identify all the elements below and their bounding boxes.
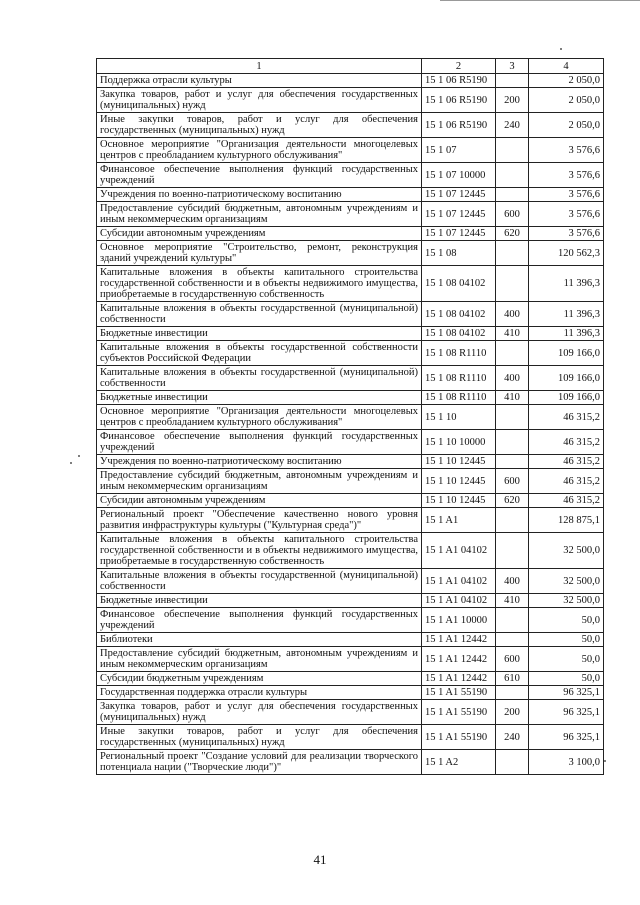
row-expense-type-cell: 620 bbox=[496, 227, 529, 241]
row-code-cell: 15 1 A1 12442 bbox=[422, 672, 496, 686]
scan-speck bbox=[560, 48, 562, 50]
row-name-cell: Закупка товаров, работ и услуг для обеспечения государственных (муниципальных) нужд bbox=[97, 88, 422, 113]
table-row bbox=[97, 391, 604, 405]
row-name-cell: Поддержка отрасли культуры bbox=[97, 74, 422, 88]
row-name-cell: Закупка товаров, работ и услуг для обеспечения государственных (муниципальных) нужд bbox=[97, 700, 422, 725]
row-name-cell: Капитальные вложения в объекты государственной (муниципальной) собственности bbox=[97, 569, 422, 594]
row-sum-cell: 3 576,6 bbox=[529, 227, 604, 241]
table-row bbox=[97, 266, 604, 302]
table-row bbox=[97, 469, 604, 494]
row-code-cell: 15 1 08 R1110 bbox=[422, 341, 496, 366]
row-sum-cell: 128 875,1 bbox=[529, 508, 604, 533]
table-row bbox=[97, 163, 604, 188]
row-sum-cell: 32 500,0 bbox=[529, 594, 604, 608]
row-code-cell: 15 1 06 R5190 bbox=[422, 113, 496, 138]
row-code-cell: 15 1 A1 55190 bbox=[422, 700, 496, 725]
row-expense-type-cell: 610 bbox=[496, 672, 529, 686]
row-sum-cell: 32 500,0 bbox=[529, 533, 604, 569]
row-sum-cell: 50,0 bbox=[529, 633, 604, 647]
budget-table bbox=[96, 58, 604, 775]
column-header-code: 2 bbox=[422, 59, 496, 74]
row-expense-type-cell bbox=[496, 163, 529, 188]
row-name-cell: Финансовое обеспечение выполнения функций государственных учреждений bbox=[97, 430, 422, 455]
row-name-cell: Субсидии автономным учреждениям bbox=[97, 227, 422, 241]
row-name-cell: Капитальные вложения в объекты государственной (муниципальной) собственности bbox=[97, 302, 422, 327]
table-row bbox=[97, 700, 604, 725]
table-row bbox=[97, 113, 604, 138]
row-expense-type-cell: 400 bbox=[496, 569, 529, 594]
row-code-cell: 15 1 07 bbox=[422, 138, 496, 163]
row-code-cell: 15 1 10 bbox=[422, 405, 496, 430]
table-row bbox=[97, 302, 604, 327]
table-row bbox=[97, 366, 604, 391]
table-row bbox=[97, 686, 604, 700]
row-name-cell: Основное мероприятие "Строительство, ремонт, реконструкция зданий учреждений культуры" bbox=[97, 241, 422, 266]
row-name-cell: Учреждения по военно-патриотическому воспитанию bbox=[97, 188, 422, 202]
row-name-cell: Основное мероприятие "Организация деятельности многоцелевых центров с преобладанием культурного обслуживания" bbox=[97, 138, 422, 163]
table-row bbox=[97, 750, 604, 775]
row-code-cell: 15 1 08 04102 bbox=[422, 327, 496, 341]
row-sum-cell: 2 050,0 bbox=[529, 113, 604, 138]
row-code-cell: 15 1 07 12445 bbox=[422, 227, 496, 241]
row-name-cell: Библиотеки bbox=[97, 633, 422, 647]
row-code-cell: 15 1 07 10000 bbox=[422, 163, 496, 188]
row-expense-type-cell bbox=[496, 341, 529, 366]
row-sum-cell: 50,0 bbox=[529, 647, 604, 672]
row-code-cell: 15 1 A1 10000 bbox=[422, 608, 496, 633]
row-expense-type-cell bbox=[496, 608, 529, 633]
table-row bbox=[97, 508, 604, 533]
row-expense-type-cell: 240 bbox=[496, 725, 529, 750]
row-sum-cell: 46 315,2 bbox=[529, 494, 604, 508]
row-code-cell: 15 1 08 04102 bbox=[422, 266, 496, 302]
table-row bbox=[97, 647, 604, 672]
row-name-cell: Субсидии бюджетным учреждениям bbox=[97, 672, 422, 686]
table-row bbox=[97, 74, 604, 88]
row-name-cell: Региональный проект "Обеспечение качественно нового уровня развития инфраструктуры культуры ("Культурная среда")" bbox=[97, 508, 422, 533]
row-code-cell: 15 1 06 R5190 bbox=[422, 88, 496, 113]
row-expense-type-cell bbox=[496, 633, 529, 647]
row-code-cell: 15 1 08 R1110 bbox=[422, 366, 496, 391]
row-name-cell: Финансовое обеспечение выполнения функций государственных учреждений bbox=[97, 608, 422, 633]
table-row bbox=[97, 188, 604, 202]
row-expense-type-cell bbox=[496, 188, 529, 202]
table-row bbox=[97, 405, 604, 430]
row-sum-cell: 11 396,3 bbox=[529, 302, 604, 327]
row-expense-type-cell bbox=[496, 430, 529, 455]
table-row bbox=[97, 594, 604, 608]
table-row bbox=[97, 672, 604, 686]
row-name-cell: Капитальные вложения в объекты капитального строительства государственной собственности и в объекты недвижимого имущества, приобретаемые в государственную собственность bbox=[97, 533, 422, 569]
row-code-cell: 15 1 07 12445 bbox=[422, 202, 496, 227]
row-sum-cell: 50,0 bbox=[529, 608, 604, 633]
row-sum-cell: 3 576,6 bbox=[529, 163, 604, 188]
row-expense-type-cell bbox=[496, 241, 529, 266]
row-expense-type-cell bbox=[496, 405, 529, 430]
row-sum-cell: 3 576,6 bbox=[529, 138, 604, 163]
row-name-cell: Иные закупки товаров, работ и услуг для обеспечения государственных (муниципальных) нужд bbox=[97, 725, 422, 750]
row-sum-cell: 11 396,3 bbox=[529, 266, 604, 302]
row-code-cell: 15 1 07 12445 bbox=[422, 188, 496, 202]
row-name-cell: Предоставление субсидий бюджетным, автономным учреждениям и иным некоммерческим организациям bbox=[97, 469, 422, 494]
row-expense-type-cell bbox=[496, 750, 529, 775]
row-code-cell: 15 1 A2 bbox=[422, 750, 496, 775]
row-code-cell: 15 1 A1 04102 bbox=[422, 594, 496, 608]
row-expense-type-cell: 600 bbox=[496, 202, 529, 227]
row-sum-cell: 32 500,0 bbox=[529, 569, 604, 594]
row-expense-type-cell: 410 bbox=[496, 327, 529, 341]
column-header-sum: 4 bbox=[529, 59, 604, 74]
row-sum-cell: 11 396,3 bbox=[529, 327, 604, 341]
row-name-cell: Предоставление субсидий бюджетным, автономным учреждениям и иным некоммерческим организациям bbox=[97, 647, 422, 672]
row-code-cell: 15 1 08 R1110 bbox=[422, 391, 496, 405]
row-code-cell: 15 1 A1 04102 bbox=[422, 569, 496, 594]
table-row bbox=[97, 533, 604, 569]
row-sum-cell: 50,0 bbox=[529, 672, 604, 686]
table-header-row bbox=[97, 59, 604, 74]
row-name-cell: Бюджетные инвестиции bbox=[97, 391, 422, 405]
row-expense-type-cell: 400 bbox=[496, 366, 529, 391]
row-sum-cell: 109 166,0 bbox=[529, 391, 604, 405]
scan-speck bbox=[78, 455, 80, 457]
row-name-cell: Капитальные вложения в объекты государственной (муниципальной) собственности bbox=[97, 366, 422, 391]
row-expense-type-cell: 200 bbox=[496, 700, 529, 725]
row-sum-cell: 46 315,2 bbox=[529, 430, 604, 455]
row-sum-cell: 96 325,1 bbox=[529, 686, 604, 700]
row-name-cell: Региональный проект "Создание условий для реализации творческого потенциала нации ("Творческие люди")" bbox=[97, 750, 422, 775]
table-row bbox=[97, 608, 604, 633]
row-expense-type-cell: 410 bbox=[496, 594, 529, 608]
row-sum-cell: 120 562,3 bbox=[529, 241, 604, 266]
row-code-cell: 15 1 08 bbox=[422, 241, 496, 266]
row-expense-type-cell bbox=[496, 508, 529, 533]
row-name-cell: Бюджетные инвестиции bbox=[97, 327, 422, 341]
row-expense-type-cell: 240 bbox=[496, 113, 529, 138]
row-name-cell: Учреждения по военно-патриотическому воспитанию bbox=[97, 455, 422, 469]
row-expense-type-cell bbox=[496, 74, 529, 88]
table-row bbox=[97, 327, 604, 341]
row-sum-cell: 2 050,0 bbox=[529, 88, 604, 113]
column-header-name: 1 bbox=[97, 59, 422, 74]
row-sum-cell: 3 100,0 bbox=[529, 750, 604, 775]
row-code-cell: 15 1 10 12445 bbox=[422, 469, 496, 494]
scan-speck bbox=[604, 760, 606, 762]
row-code-cell: 15 1 10 12445 bbox=[422, 455, 496, 469]
scan-edge-line bbox=[440, 0, 640, 1]
table-row bbox=[97, 633, 604, 647]
row-expense-type-cell: 600 bbox=[496, 647, 529, 672]
table-row bbox=[97, 138, 604, 163]
table-row bbox=[97, 569, 604, 594]
table-body bbox=[97, 74, 604, 775]
row-code-cell: 15 1 10 12445 bbox=[422, 494, 496, 508]
row-sum-cell: 109 166,0 bbox=[529, 366, 604, 391]
row-expense-type-cell bbox=[496, 686, 529, 700]
row-code-cell: 15 1 A1 bbox=[422, 508, 496, 533]
row-sum-cell: 96 325,1 bbox=[529, 725, 604, 750]
row-name-cell: Капитальные вложения в объекты государственной собственности субъектов Российской Федерации bbox=[97, 341, 422, 366]
row-name-cell: Бюджетные инвестиции bbox=[97, 594, 422, 608]
table-row bbox=[97, 202, 604, 227]
row-name-cell: Субсидии автономным учреждениям bbox=[97, 494, 422, 508]
row-sum-cell: 46 315,2 bbox=[529, 455, 604, 469]
row-code-cell: 15 1 08 04102 bbox=[422, 302, 496, 327]
row-sum-cell: 3 576,6 bbox=[529, 202, 604, 227]
row-name-cell: Капитальные вложения в объекты капитального строительства государственной собственности и в объекты недвижимого имущества, приобретаемые в государственную собственность bbox=[97, 266, 422, 302]
scan-speck bbox=[70, 462, 72, 464]
row-code-cell: 15 1 06 R5190 bbox=[422, 74, 496, 88]
row-name-cell: Основное мероприятие "Организация деятельности многоцелевых центров с преобладанием культурного обслуживания" bbox=[97, 405, 422, 430]
row-expense-type-cell: 200 bbox=[496, 88, 529, 113]
row-sum-cell: 96 325,1 bbox=[529, 700, 604, 725]
row-expense-type-cell bbox=[496, 533, 529, 569]
row-name-cell: Государственная поддержка отрасли культуры bbox=[97, 686, 422, 700]
page-number: 41 bbox=[313, 852, 327, 867]
row-name-cell: Финансовое обеспечение выполнения функций государственных учреждений bbox=[97, 163, 422, 188]
row-code-cell: 15 1 A1 12442 bbox=[422, 633, 496, 647]
row-sum-cell: 2 050,0 bbox=[529, 74, 604, 88]
table-row bbox=[97, 341, 604, 366]
row-expense-type-cell: 410 bbox=[496, 391, 529, 405]
row-code-cell: 15 1 A1 55190 bbox=[422, 686, 496, 700]
table-row bbox=[97, 88, 604, 113]
row-name-cell: Предоставление субсидий бюджетным, автономным учреждениям и иным некоммерческим организациям bbox=[97, 202, 422, 227]
row-expense-type-cell bbox=[496, 455, 529, 469]
column-header-expense-type: 3 bbox=[496, 59, 529, 74]
row-sum-cell: 109 166,0 bbox=[529, 341, 604, 366]
row-sum-cell: 46 315,2 bbox=[529, 405, 604, 430]
row-sum-cell: 3 576,6 bbox=[529, 188, 604, 202]
table-row bbox=[97, 455, 604, 469]
row-name-cell: Иные закупки товаров, работ и услуг для обеспечения государственных (муниципальных) нужд bbox=[97, 113, 422, 138]
row-code-cell: 15 1 10 10000 bbox=[422, 430, 496, 455]
table-row bbox=[97, 241, 604, 266]
table-row bbox=[97, 430, 604, 455]
table-row bbox=[97, 494, 604, 508]
row-expense-type-cell: 620 bbox=[496, 494, 529, 508]
row-code-cell: 15 1 A1 55190 bbox=[422, 725, 496, 750]
row-code-cell: 15 1 A1 12442 bbox=[422, 647, 496, 672]
row-code-cell: 15 1 A1 04102 bbox=[422, 533, 496, 569]
row-expense-type-cell: 400 bbox=[496, 302, 529, 327]
row-expense-type-cell bbox=[496, 138, 529, 163]
table-row bbox=[97, 227, 604, 241]
row-expense-type-cell bbox=[496, 266, 529, 302]
row-sum-cell: 46 315,2 bbox=[529, 469, 604, 494]
row-expense-type-cell: 600 bbox=[496, 469, 529, 494]
table-row bbox=[97, 725, 604, 750]
